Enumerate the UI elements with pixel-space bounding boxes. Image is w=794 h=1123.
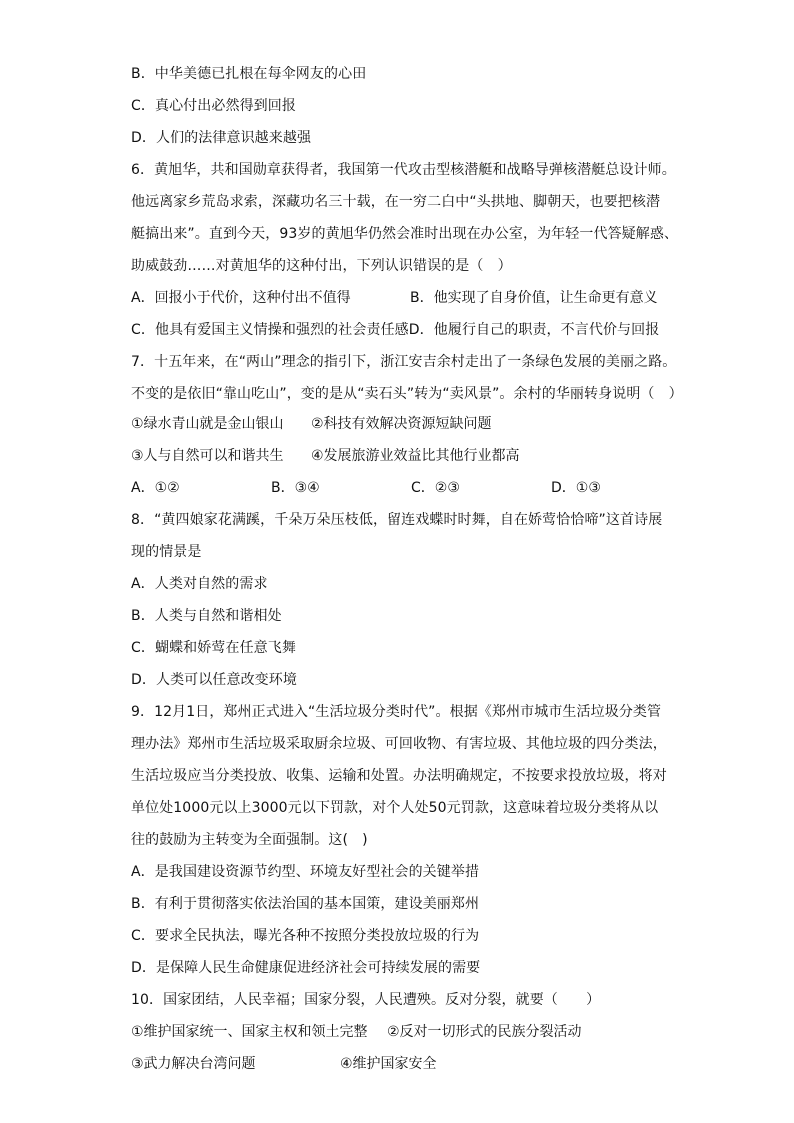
q8-option-c: C．蝴蝶和娇莺在任意飞舞	[131, 640, 296, 656]
q10-stem: 10．国家团结，人民幸福；国家分裂，人民遭殃。反对分裂，就要（ ）	[131, 992, 601, 1008]
q9-stem-line-3: 生活垃圾应当分类投放、收集、运输和处置。办法明确规定，不按要求投放垃圾，将对	[131, 768, 667, 784]
q9-option-a: A．是我国建设资源节约型、环境友好型社会的关键举措	[131, 864, 480, 880]
q6-stem-line-3: 艇搞出来”。直到今天，93岁的黄旭华仍然会准时出现在办公室，为年轻一代答疑解惑、	[131, 226, 679, 242]
q6-option-a: A．回报小于代价，这种付出不值得	[131, 290, 351, 306]
q7-stem-line-1: 7．十五年来，在“两山”理念的指引下，浙江安吉余村走出了一条绿色发展的美丽之路。	[131, 354, 677, 370]
q9-stem-line-1: 9．12月1日，郑州正式进入“生活垃圾分类时代”。根据《郑州市城市生活垃圾分类管	[131, 704, 662, 720]
q9-option-c: C．要求全民执法，曝光各种不按照分类投放垃圾的行为	[131, 928, 480, 944]
q10-statement-3: ③武力解决台湾问题	[131, 1056, 256, 1072]
q7-choice-b: B．③④	[271, 480, 320, 496]
q8-stem-line-1: 8．“黄四娘家花满蹊，千朵万朵压枝低，留连戏蝶时时舞，自在娇莺恰恰啼”这首诗展	[131, 512, 663, 528]
q5-option-d: D．人们的法律意识越来越强	[131, 130, 312, 146]
q5-option-c: C．真心付出必然得到回报	[131, 98, 296, 114]
q9-option-d: D．是保障人民生命健康促进经济社会可持续发展的需要	[131, 960, 481, 976]
q7-statement-2: ②科技有效解决资源短缺问题	[311, 416, 492, 432]
q7-stem-line-2: 不变的是依旧“靠山吃山”，变的是从“卖石头”转为“卖风景”。余村的华丽转身说明（ ）	[131, 386, 683, 402]
q9-option-b: B．有利于贯彻落实依法治国的基本国策，建设美丽郑州	[131, 896, 480, 912]
q6-stem-line-1: 6．黄旭华，共和国勋章获得者，我国第一代攻击型核潜艇和战略导弹核潜艇总设计师。	[131, 162, 676, 178]
q7-choice-c: C．②③	[411, 480, 460, 496]
q9-stem-line-4: 单位处1000元以上3000元以下罚款，对个人处50元罚款，这意味着垃圾分类将从以	[131, 800, 659, 816]
q6-option-b: B．他实现了自身价值，让生命更有意义	[410, 290, 658, 306]
q8-option-d: D．人类可以任意改变环境	[131, 672, 297, 688]
q6-stem-line-4: 助威鼓劲……对黄旭华的这种付出，下列认识错误的是（ ）	[131, 258, 512, 274]
q10-statement-4: ④维护国家安全	[340, 1056, 437, 1072]
q9-stem-line-2: 理办法》郑州市生活垃圾采取厨余垃圾、可回收物、有害垃圾、其他垃圾的四分类法，	[131, 736, 667, 752]
q7-statement-1: ①绿水青山就是金山银山	[131, 416, 284, 432]
q5-option-b: B．中华美德已扎根在每伞网友的心田	[131, 66, 367, 82]
q7-choice-d: D．①③	[551, 480, 601, 496]
q8-stem-line-2: 现的情景是	[131, 544, 202, 560]
q10-statement-2: ②反对一切形式的民族分裂活动	[387, 1024, 582, 1040]
q7-choice-a: A．①②	[131, 480, 180, 496]
q8-option-a: A．人类对自然的需求	[131, 576, 268, 592]
q8-option-b: B．人类与自然和谐相处	[131, 608, 282, 624]
q7-statement-4: ④发展旅游业效益比其他行业都高	[311, 448, 520, 464]
q6-option-cd: C．他具有爱国主义情操和强烈的社会责任感D．他履行自己的职责，不言代价与回报	[131, 322, 660, 338]
q10-statement-1: ①维护国家统一、国家主权和领土完整	[131, 1024, 368, 1040]
q6-stem-line-2: 他远离家乡荒岛求索，深藏功名三十载，在一穷二白中“头拱地、脚朝天，也要把核潜	[131, 194, 661, 210]
q7-statement-3: ③人与自然可以和谐共生	[131, 448, 284, 464]
q9-stem-line-5: 往的鼓励为主转变为全面强制。这( )	[131, 832, 368, 848]
